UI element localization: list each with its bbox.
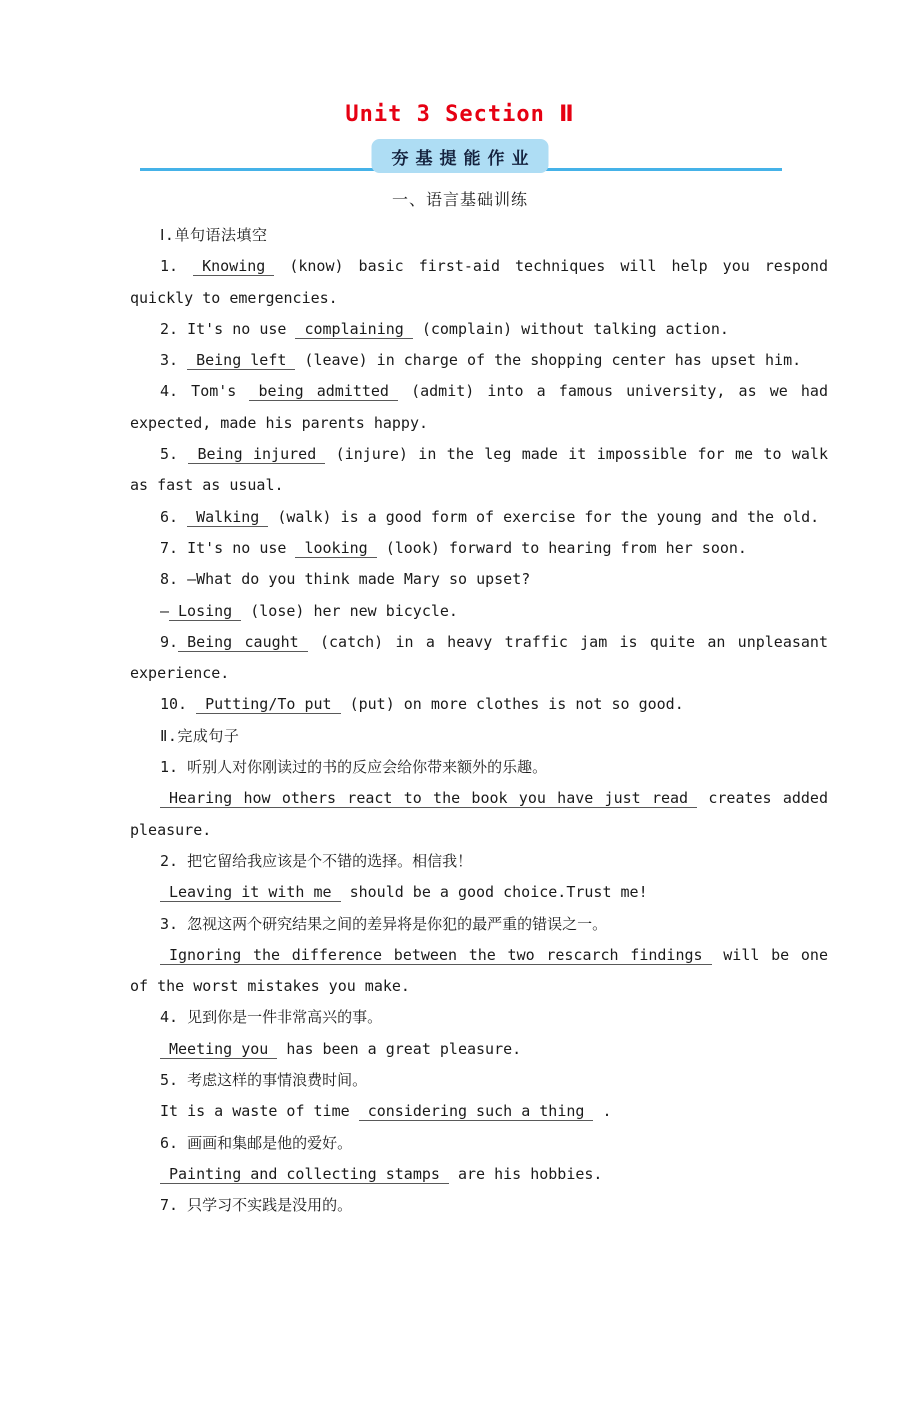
answer-blank: Being injured <box>188 445 325 464</box>
exercise-item: Ignoring the difference between the two rescarch findings will be one of the worst mistakes you make. <box>130 945 828 996</box>
answer-blank: Leaving it with me <box>160 883 341 902</box>
badge-row <box>0 127 920 174</box>
exercise-item: It is a waste of time considering such a thing . <box>160 1102 612 1121</box>
exercise-item: Leaving it with me should be a good choice.Trust me! <box>130 877 828 908</box>
exercise-item: 3. 忽视这两个研究结果之间的差异将是你犯的最严重的错误之一。 <box>160 914 608 933</box>
exercise-item: 2. 把它留给我应该是个不错的选择。相信我！ <box>160 851 473 870</box>
exercise-item: 5. Being injured (injure) in the leg made it impossible for me to walk as fast as usual. <box>130 445 828 495</box>
exercise-item: 7. It's no use looking (look) forward to hearing from her soon. <box>160 538 747 557</box>
exercise-item: 1. 听别人对你刚读过的书的反应会给你带来额外的乐趣。 <box>160 758 548 777</box>
answer-blank: complaining <box>295 320 412 339</box>
answer-blank: Losing <box>169 602 241 621</box>
answer-blank: being admitted <box>249 382 398 401</box>
exercise-item: Meeting you has been a great pleasure. <box>130 1034 828 1065</box>
answer-blank: Being caught <box>178 633 308 652</box>
exercise-item: 6. 画画和集邮是他的爱好。 <box>160 1133 353 1152</box>
exercise-item: 8. —What do you think made Mary so upset? <box>160 570 531 589</box>
exercise-item: 1. Knowing (know) basic first-aid techniques will help you respond quickly to emergencies. <box>130 257 828 307</box>
exercise-item: Painting and collecting stamps are his hobbies. <box>130 1159 828 1190</box>
answer-blank: Being left <box>187 351 295 370</box>
answer-blank: Meeting you <box>160 1040 277 1059</box>
exercise-item: 6. Walking (walk) is a good form of exercise for the young and the old. <box>160 507 820 526</box>
answer-blank: Painting and collecting stamps <box>160 1165 449 1184</box>
exercise-item: 4. Tom's being admitted (admit) into a famous university, as we had expected, made his parents happy. <box>130 382 828 432</box>
section-badge: 夯基提能作业 <box>372 139 549 173</box>
answer-blank: Walking <box>187 508 268 527</box>
page-title: Unit 3 Section Ⅱ <box>345 102 575 127</box>
exercise-item: 5. 考虑这样的事情浪费时间。 <box>160 1071 368 1090</box>
answer-blank: Knowing <box>193 257 274 276</box>
part1-heading: Ⅰ.单句语法填空 <box>160 226 268 244</box>
exercise-item: 2. It's no use complaining (complain) without talking action. <box>160 319 729 338</box>
exercise-item: 7. 只学习不实践是没用的。 <box>160 1196 353 1215</box>
exercise-item: 10. Putting/To put (put) on more clothes is not so good. <box>160 695 684 714</box>
worksheet-page <box>0 102 920 1222</box>
answer-blank: considering such a thing <box>359 1102 594 1121</box>
section-one-heading: 一、语言基础训练 <box>391 190 528 209</box>
exercise-item: 9. Being caught (catch) in a heavy traffic jam is quite an unpleasant experience. <box>130 632 828 683</box>
answer-blank: looking <box>295 539 376 558</box>
answer-blank: Putting/To put <box>196 695 340 714</box>
exercise-item: — Losing (lose) her new bicycle. <box>160 601 458 620</box>
exercise-item: 4. 见到你是一件非常高兴的事。 <box>160 1008 383 1027</box>
exercise-item: 3. Being left (leave) in charge of the shopping center has upset him. <box>160 351 802 370</box>
answer-blank: Hearing how others react to the book you have just read <box>160 789 697 808</box>
exercise-item: Hearing how others react to the book you have just read creates added pleasure. <box>130 789 828 839</box>
part2-heading: Ⅱ.完成句子 <box>160 726 240 745</box>
exercise-content <box>130 220 828 1222</box>
answer-blank: Ignoring the difference between the two rescarch findings <box>160 946 712 965</box>
